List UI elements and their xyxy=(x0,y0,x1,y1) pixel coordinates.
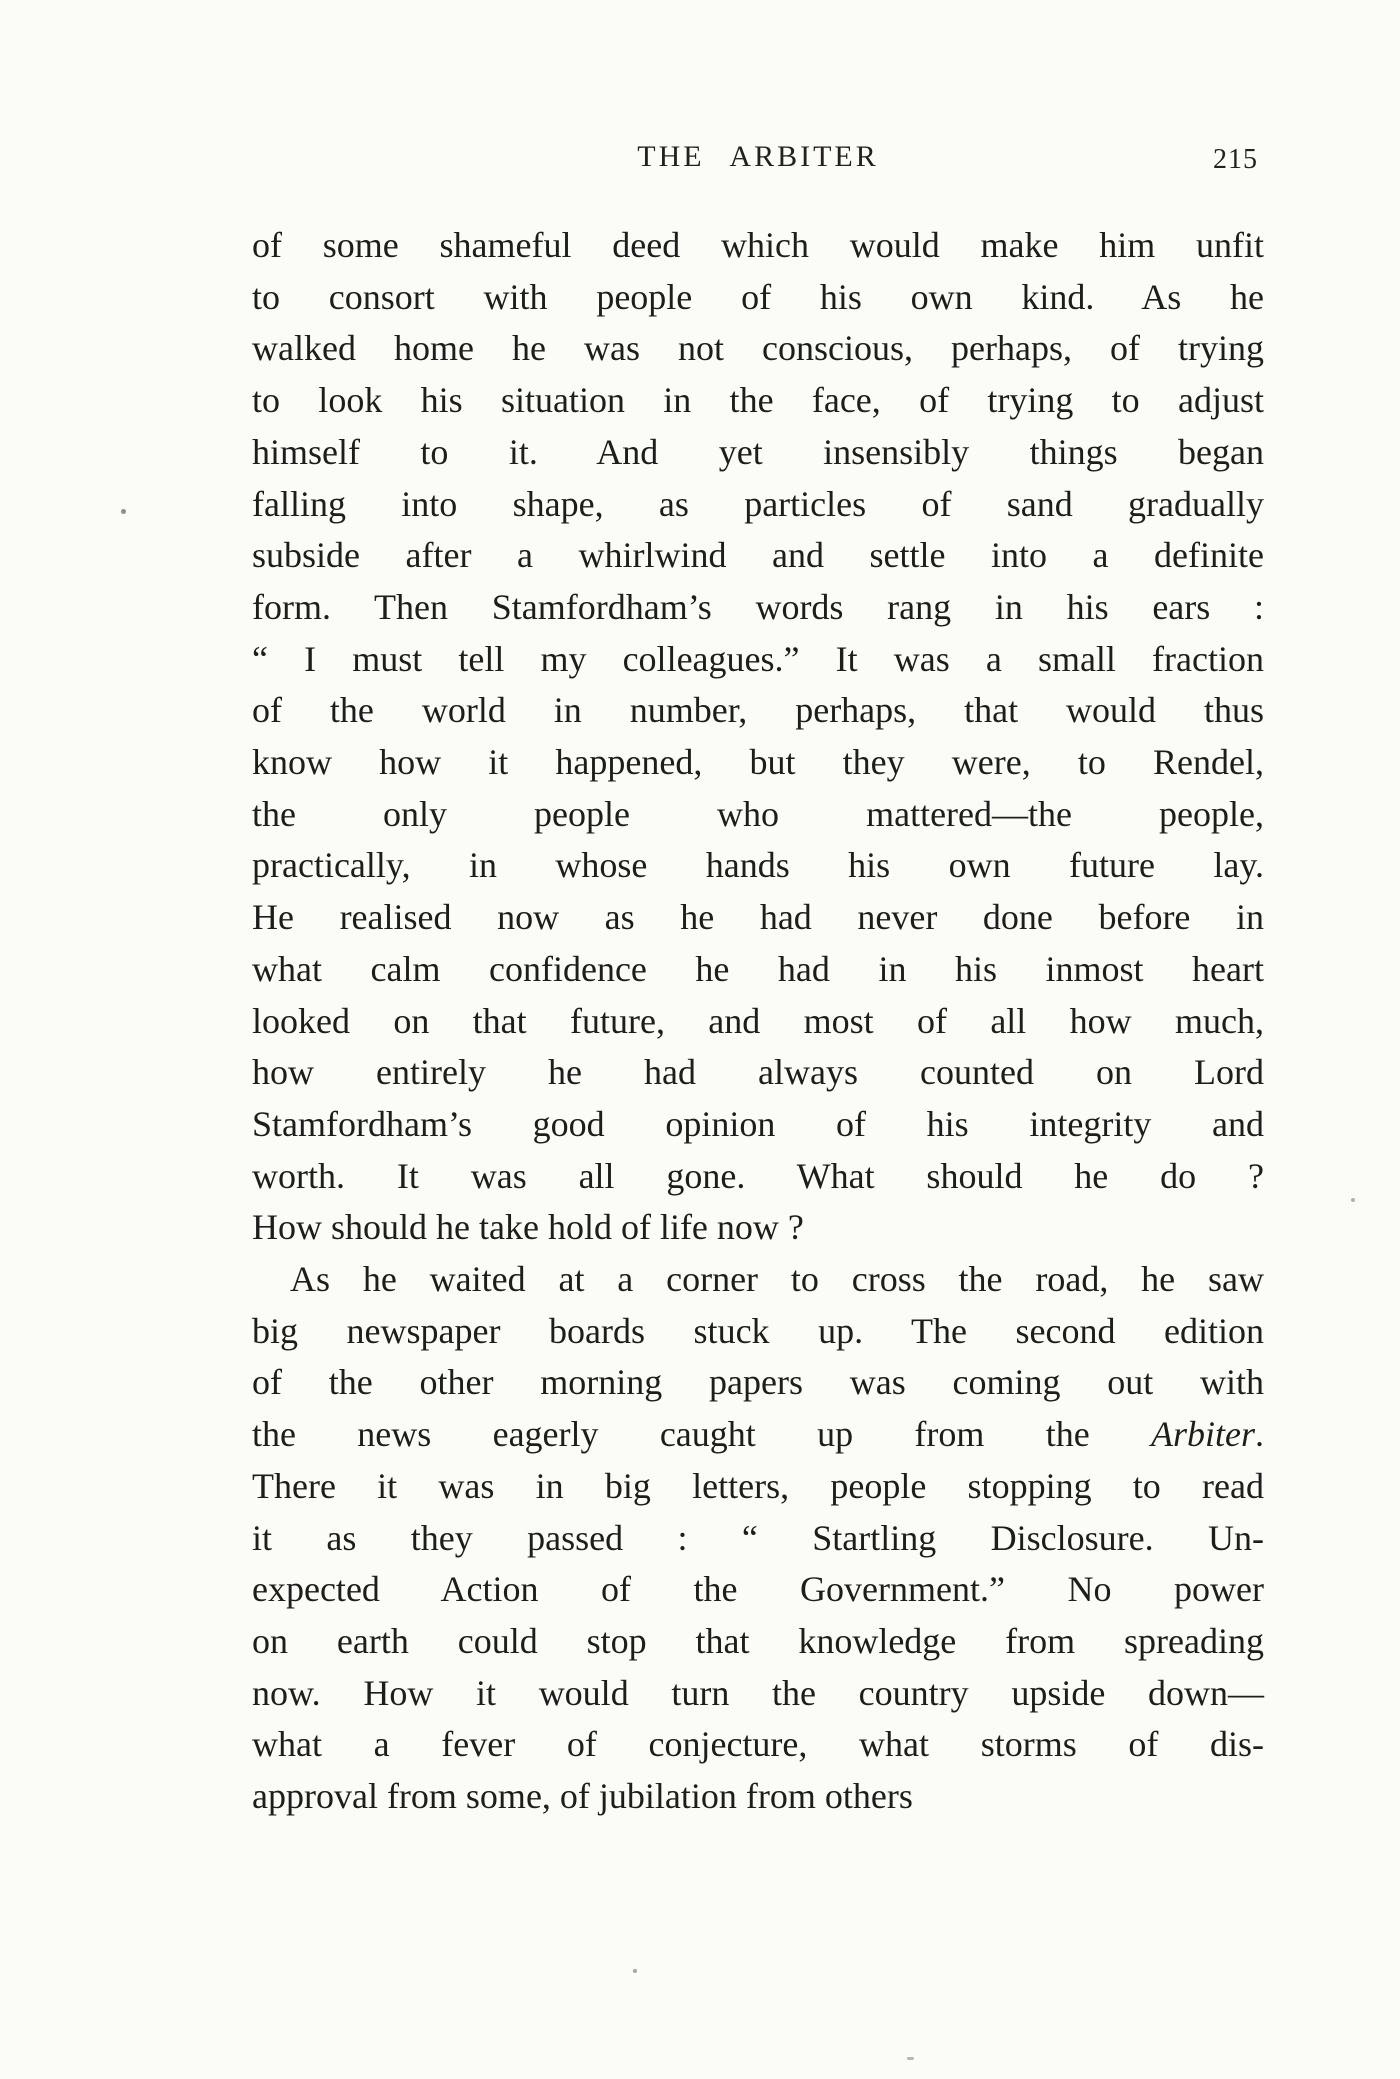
text-line: As he waited at a corner to cross the road, he saw xyxy=(290,1259,1264,1300)
text-line: There it was in big letters, people stopping to read xyxy=(252,1465,1264,1506)
page-header xyxy=(252,140,1264,186)
text-line: himself to it. And yet insensibly things began xyxy=(252,431,1264,472)
text-line: what calm confidence he had in his inmost heart xyxy=(252,948,1264,989)
text-line: worth. It was all gone. What should he do ? xyxy=(252,1155,1264,1196)
text-line xyxy=(252,1409,1264,1461)
text-line: How should he take hold of life now ? xyxy=(252,1207,804,1248)
text-line: practically, in whose hands his own future lay. xyxy=(252,845,1264,886)
text-line: now. How it would turn the country upside down— xyxy=(252,1672,1264,1713)
text-line: know how it happened, but they were, to Rendel, xyxy=(252,742,1264,783)
text-line: “ I must tell my colleagues.” It was a small fraction xyxy=(252,638,1264,679)
text-line: of some shameful deed which would make him unfit xyxy=(252,225,1264,265)
text-line: form. Then Stamfordham’s words rang in his ears : xyxy=(252,586,1264,627)
scan-speck xyxy=(121,509,126,514)
text-line: subside after a whirlwind and settle into a definite xyxy=(252,535,1264,576)
text-line: walked home he was not conscious, perhaps, of trying xyxy=(252,328,1264,369)
paragraph xyxy=(252,1254,1264,1823)
text-line: expected Action of the Government.” No power xyxy=(252,1569,1264,1610)
text-line: of the other morning papers was coming out with xyxy=(252,1362,1264,1403)
text-line: looked on that future, and most of all how much, xyxy=(252,1000,1264,1041)
text-line: big newspaper boards stuck up. The second edition xyxy=(252,1310,1264,1351)
running-title: THE ARBITER xyxy=(637,140,879,173)
text-line: He realised now as he had never done before in xyxy=(252,897,1264,938)
text-line: how entirely he had always counted on Lord xyxy=(252,1052,1264,1093)
italic-text: Arbiter xyxy=(1151,1414,1255,1455)
text-line: Stamfordham’s good opinion of his integrity and xyxy=(252,1103,1264,1144)
scan-speck xyxy=(907,2057,914,2060)
scan-speck xyxy=(633,1969,637,1973)
text-block xyxy=(252,220,1264,1823)
page-number: 215 xyxy=(1213,144,1258,175)
scan-speck xyxy=(1351,1198,1355,1202)
text-line: the only people who mattered—the people, xyxy=(252,793,1264,834)
text-line: it as they passed : “ Startling Disclosure. Un- xyxy=(252,1517,1264,1558)
text-line: falling into shape, as particles of sand gradually xyxy=(252,483,1264,524)
text-line: to consort with people of his own kind. As he xyxy=(252,276,1264,317)
text-line: of the world in number, perhaps, that would thus xyxy=(252,690,1264,731)
text-segment: the news eagerly caught up from the xyxy=(252,1414,1151,1455)
text-segment: . xyxy=(1255,1414,1264,1455)
paragraph xyxy=(252,220,1264,1254)
text-line: on earth could stop that knowledge from spreading xyxy=(252,1620,1264,1661)
text-line: what a fever of conjecture, what storms of dis- xyxy=(252,1724,1264,1765)
text-line: approval from some, of jubilation from others xyxy=(252,1776,913,1817)
text-line: to look his situation in the face, of trying to adjust xyxy=(252,380,1264,421)
